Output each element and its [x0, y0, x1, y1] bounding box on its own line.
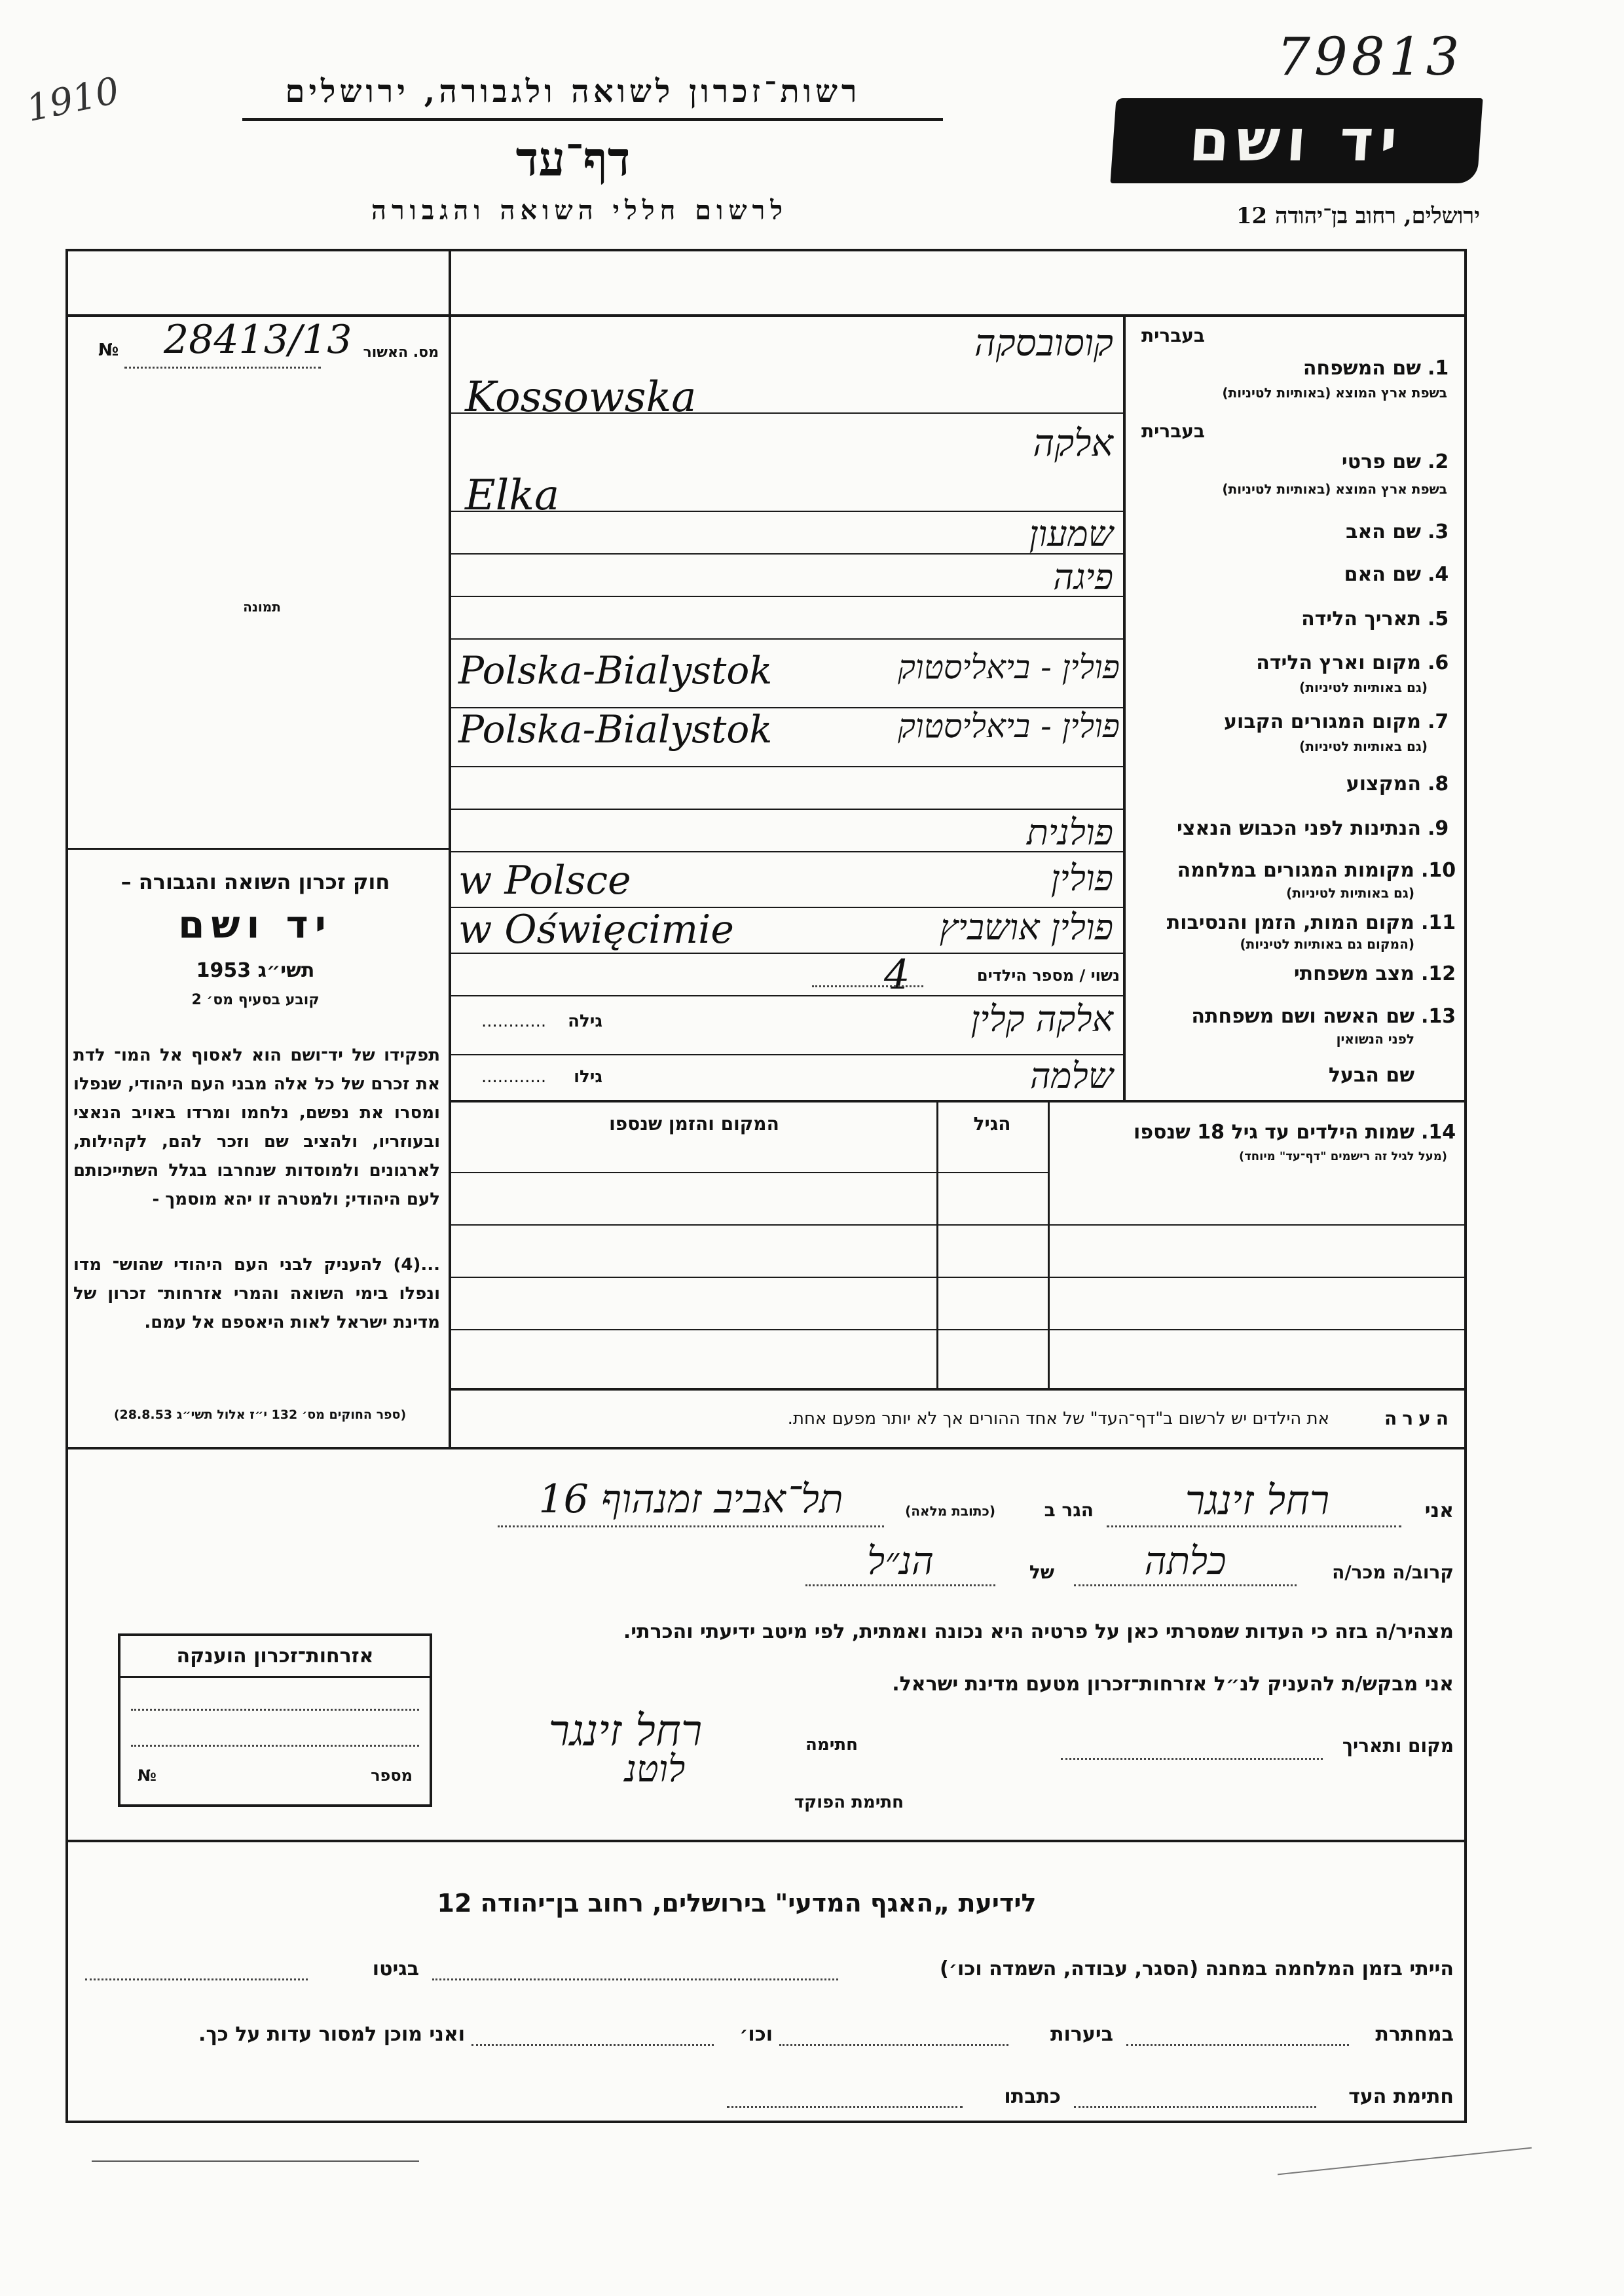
children-sub: (מעל לגיל זה רישמים "דף־עד" מיוחד)	[1238, 1150, 1447, 1163]
margin-note: 1910	[22, 69, 123, 131]
field-4-value: פיגה	[1053, 556, 1113, 598]
children-number: 14.	[1421, 1121, 1456, 1144]
request-text: אני מבקש/ת להעניק לנ״ל אזרחות־זכרון מטעם מדינת ישראל.	[892, 1673, 1454, 1696]
declarant-address: תל־אביב זמנהוף 16	[538, 1476, 843, 1522]
field-7-value-latin: Polska-Bialystok	[458, 707, 773, 752]
field-11-number: 11.	[1421, 911, 1456, 934]
children-col-age: הגיל	[973, 1113, 1011, 1135]
bottom-line2-b: ביערות	[1050, 2023, 1113, 2046]
declarant-address-label: (כתובת מלאה)	[905, 1503, 995, 1519]
field-4-label: שם האם	[1344, 563, 1421, 586]
row-rule	[451, 953, 1123, 954]
children-col-divider-2	[936, 1100, 938, 1388]
form-subtitle: לרשום חללי השואה והגבורה	[371, 195, 788, 226]
field-11-sub: (המקום גם באותיות לטיניות)	[1240, 936, 1414, 952]
bottom-line2-c: וכו׳	[739, 2023, 773, 2046]
field-6-value-latin: Polska-Bialystok	[458, 648, 773, 693]
of-value: הנ״ל	[866, 1539, 934, 1583]
children-row-rule	[451, 1224, 1467, 1226]
of-label: של	[1029, 1561, 1054, 1583]
bottom-line3-dots-2	[727, 2106, 963, 2108]
law-paragraph-1: תפקידו של יד־ושם הוא לאסוף אל המו־ לדת את זכרם של כל אלה מבני העם היהודי, שנפלו ומסרו את נפשם, נלחמו ומרדו באויב הנאצי ובעוזריו, ולהציב שם וזכר להם, לקהילות, לארגונים ולמוסדות שנחרבו בגלל השתייכותם לעם היהודי; ולמטרה זו יהא מוסמך -	[73, 1046, 440, 1209]
field-5-label: תאריך הלידה	[1301, 608, 1421, 630]
field-10-label: מקומות המגורים במלחמה	[1177, 859, 1414, 882]
field-1-value-hebrew: קוסובסקה	[974, 322, 1113, 365]
field-7-number: 7.	[1428, 710, 1449, 733]
declarant-name-line	[1107, 1525, 1401, 1527]
field-9-number: 9.	[1428, 817, 1449, 840]
law-box-rule	[65, 848, 451, 850]
field-10-sub: (גם באותיות לטיניות)	[1286, 885, 1414, 901]
relation-value: כלתה	[1144, 1539, 1227, 1583]
husband-age-dots: ............	[481, 1067, 547, 1087]
bottom-line1-b: בגיטו	[372, 1958, 419, 1980]
remark-bottom-rule	[65, 1447, 1467, 1449]
declarant-name: רחל זינגר	[1185, 1476, 1330, 1524]
field-6-label: מקום וארץ הלידה	[1256, 651, 1421, 674]
field-7-value-hebrew: פולין - ביאליסטוק	[898, 707, 1120, 745]
archive-number: 79813	[1277, 26, 1464, 87]
field-11-value-latin: w Oświęcimie	[458, 907, 734, 953]
declarant-lives-at: הגר ב	[1044, 1499, 1094, 1521]
field-10-number: 10.	[1421, 859, 1456, 882]
citizenship-no-symbol: №	[138, 1766, 157, 1785]
field-7-label: מקום המגורים הקבוע	[1224, 710, 1421, 733]
field-3-number: 3.	[1428, 520, 1449, 543]
bottom-line2-dots-2	[779, 2044, 1008, 2046]
children-row-rule	[451, 1277, 1467, 1278]
field-1-sub: בשפת ארץ המוצא (באותיות לטיניות)	[1222, 385, 1447, 401]
field-8-number: 8.	[1428, 773, 1449, 795]
husband-label: שם הבעל	[1328, 1064, 1414, 1087]
children-header-rule	[451, 1172, 936, 1173]
declaration-text: מצהיר/ה בזה כי העדות שמסרתי כאן על פרטיה היא נכונה ואמתית, לפי מיטב ידיעתי והכרתי.	[623, 1620, 1454, 1643]
bottom-line3-a: חתימת העד	[1348, 2085, 1454, 2108]
field-1-label: שם המשפחה	[1302, 357, 1421, 380]
field-9-label: הנתינות לפני הכבוש הנאצי	[1177, 817, 1421, 840]
husband-value: שלמה	[1029, 1055, 1113, 1097]
approval-label: מס. האשור	[363, 344, 439, 361]
remark-label: הערה	[1384, 1408, 1454, 1429]
law-citation: (ספר החוקים מס׳ 132 י״ז אלול תשי״ג 28.8.53)	[113, 1408, 407, 1422]
field-3-label: שם האב	[1346, 520, 1421, 543]
law-year: תשי״ג 1953	[196, 959, 315, 982]
field-2-number: 2.	[1428, 450, 1449, 473]
field-1-number: 1.	[1428, 357, 1449, 380]
row-rule	[451, 995, 1123, 996]
signature-label: חתימה	[805, 1735, 858, 1755]
of-line	[805, 1584, 995, 1586]
citizenship-title-rule	[118, 1676, 432, 1678]
field-12-label: מצב משפחתי	[1293, 962, 1414, 985]
field-10-value-latin: w Polsce	[458, 858, 631, 903]
row-rule	[451, 766, 1123, 767]
husband-age-label: גילו	[574, 1067, 602, 1087]
law-title: חוק זכרון השואה והגבורה –	[120, 869, 390, 894]
photo-label: תמונה	[243, 599, 281, 615]
scan-mark	[92, 2160, 419, 2162]
field-13-age-label: גילה	[568, 1011, 602, 1031]
bottom-line1-a: הייתי בזמן המלחמה במחנה (הסגר, עבודה, השמדה וכו׳)	[940, 1958, 1454, 1980]
remark-text: את הילדים יש לרשום ב"דף־העד" של אחד ההורים אך לא יותר מפעם אחת.	[787, 1409, 1329, 1429]
bottom-line1-dots-2	[85, 1978, 308, 1980]
field-13-value: אלקה קלין	[970, 998, 1113, 1040]
bottom-line1-dots	[432, 1978, 838, 1980]
field-13-label: שם האשה ושם משפחתה	[1191, 1005, 1414, 1028]
bottom-section-rule	[65, 1840, 1467, 1842]
field-8-label: המקצוע	[1346, 773, 1421, 795]
field-12-inline-label: נשוי / מספר הילדים	[976, 966, 1120, 985]
declarant-address-line	[498, 1525, 884, 1527]
citizenship-number-label: מספר	[371, 1766, 413, 1785]
approval-number-line	[124, 367, 321, 369]
title-underline	[242, 118, 943, 121]
children-title: שמות הילדים עד גיל 18 שנספו	[1134, 1121, 1414, 1144]
bottom-line3-dots-1	[1074, 2106, 1316, 2108]
field-7-sub: (גם באותיות לטיניות)	[1299, 738, 1428, 754]
place-date-label: מקום ותאריך	[1342, 1735, 1454, 1757]
law-paragraph-2: ...(4) להעניק לבני העם היהודי שהוש־ מדו ונפלו בימי השואה והמרי אזרחות־ זכרון של מדינת ישראל לאות היאספם אל עמם.	[73, 1255, 440, 1332]
citizenship-title: אזרחות־זכרון הוענקה	[176, 1645, 374, 1667]
field-6-value-hebrew: פולין - ביאליסטוק	[898, 648, 1120, 686]
field-3-value: שמעון	[1029, 513, 1113, 555]
children-col-place: המקום והזמן שנספו	[609, 1113, 779, 1135]
field-10-value-hebrew: פולין	[1050, 858, 1113, 899]
children-table-bottom	[451, 1388, 1467, 1391]
logo-text: יד ושם	[1187, 107, 1406, 174]
field-11-value-hebrew: פולין אושביץ	[939, 907, 1113, 948]
address: ירושלים, רחוב בן־יהודה 12	[1236, 203, 1480, 229]
field-2-value-hebrew: אלקה	[1033, 422, 1113, 465]
form-title: דף־עד	[515, 131, 631, 187]
signature-second: לוטנ	[624, 1748, 686, 1791]
declarant-ani: אני	[1424, 1499, 1454, 1522]
field-2-hebrew-tag: בעברית	[1141, 420, 1205, 442]
authority-title: רשות־זכרון לשואה ולגבורה, ירושלים	[285, 73, 861, 110]
approval-number: 28413/13	[164, 317, 352, 363]
field-6-number: 6.	[1428, 651, 1449, 674]
place-date-line	[1061, 1758, 1323, 1760]
field-13-sub: לפני הנשואין	[1336, 1031, 1414, 1047]
yad-vashem-logo	[1110, 98, 1483, 183]
bottom-line3-b: כתבתו	[1004, 2085, 1061, 2108]
row-rule	[451, 809, 1123, 810]
field-12-dots	[812, 985, 923, 987]
signature: רחל זינגר	[548, 1705, 703, 1756]
field-12-children-count: 4	[884, 951, 910, 998]
field-12-number: 12.	[1421, 962, 1456, 985]
relation-line	[1074, 1584, 1297, 1586]
bottom-title: לידיעת „האגף המדעי" בירושלים, רחוב בן־יהודה 12	[437, 1889, 1037, 1918]
field-2-sub: בשפת ארץ המוצא (באותיות לטיניות)	[1222, 481, 1447, 497]
field-9-value: פולנית	[1026, 812, 1113, 853]
label-column-divider	[1123, 314, 1126, 1100]
children-table-top	[451, 1100, 1467, 1102]
approval-no-symbol: №	[98, 340, 119, 360]
scan-mark	[1278, 2147, 1532, 2176]
field-1-hebrew-tag: בעברית	[1141, 325, 1205, 346]
children-row-rule	[451, 1329, 1467, 1330]
field-4-number: 4.	[1428, 563, 1449, 586]
row-rule	[451, 638, 1123, 640]
relation-label: קרוב/ה מכר/ה	[1332, 1561, 1454, 1583]
bottom-line2-dots-3	[471, 2044, 714, 2046]
citizenship-line-1	[131, 1709, 419, 1711]
bottom-line2-dots-1	[1126, 2044, 1349, 2046]
bottom-line2-d: ואני מוכן למסור עדות על כך.	[198, 2023, 465, 2046]
field-5-number: 5.	[1428, 608, 1449, 630]
field-6-sub: (גם באותיות לטיניות)	[1299, 680, 1428, 695]
field-11-label: מקום המות, הזמן והנסיבות	[1166, 911, 1414, 934]
citizenship-line-2	[131, 1745, 419, 1747]
field-13-number: 13.	[1421, 1005, 1456, 1028]
children-header-rule	[936, 1172, 1050, 1173]
officer-label: חתימת הפוקד	[794, 1793, 904, 1812]
field-1-value-latin: Kossowska	[465, 373, 697, 422]
bottom-line2-a: במחתרת	[1375, 2023, 1454, 2046]
children-col-divider-1	[1048, 1100, 1050, 1388]
field-2-label: שם פרטי	[1341, 450, 1421, 473]
law-clause: קובע בסעיף מס׳ 2	[191, 992, 320, 1008]
field-13-age-dots: ............	[481, 1011, 547, 1031]
law-name: יד ושם	[178, 902, 333, 947]
field-2-value-latin: Elka	[465, 471, 560, 520]
